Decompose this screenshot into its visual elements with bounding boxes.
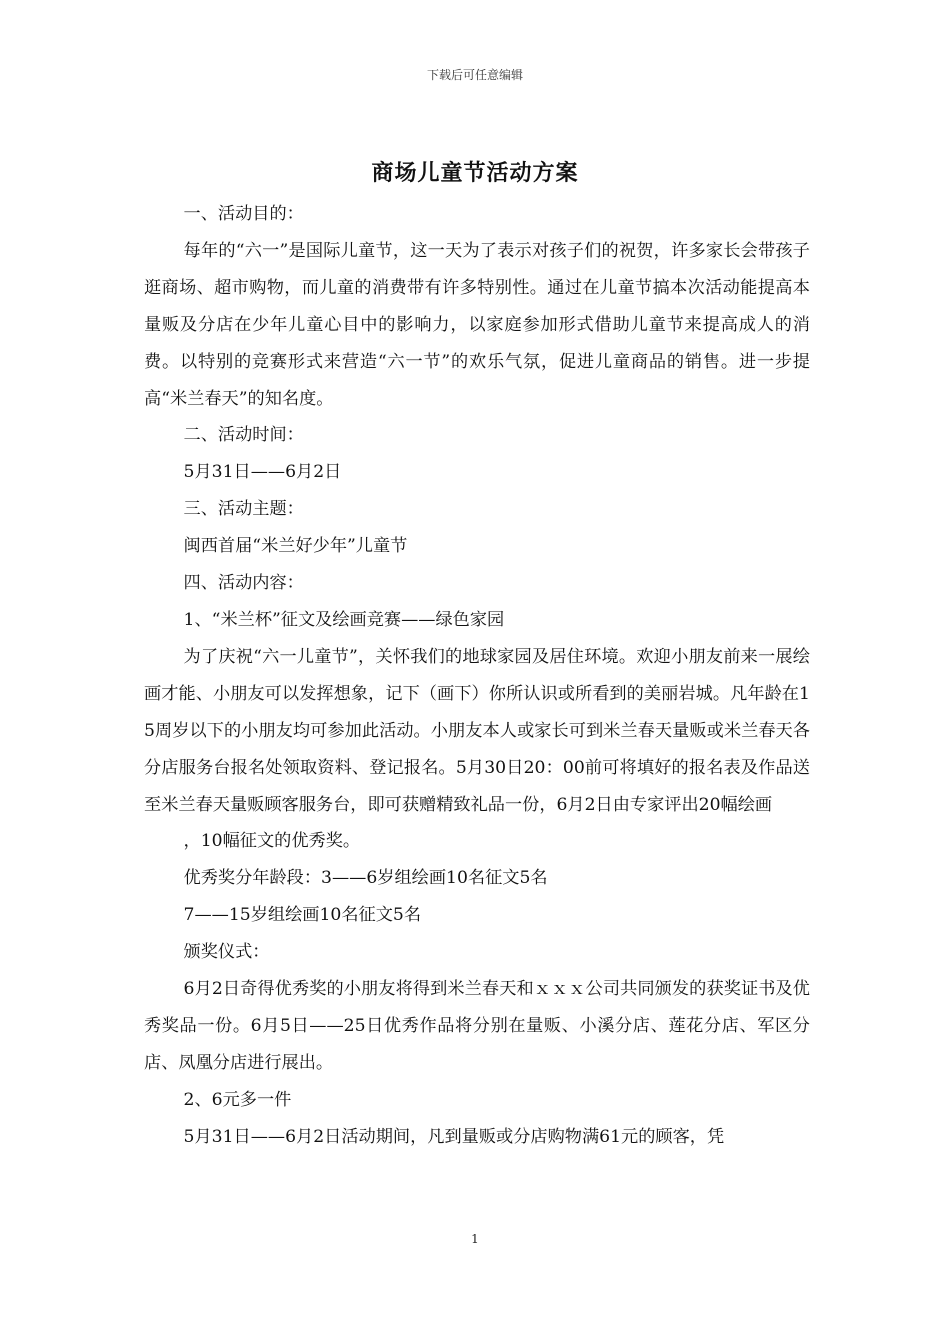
- paragraph-ceremony-text: 6月2日奇得优秀奖的小朋友将得到米兰春天和ｘｘｘ公司共同颁发的获奖证书及优秀奖品一份。6月5日——25日优秀作品将分别在量贩、小溪分店、莲花分店、军区分店、凤凰分店进行展出。: [144, 979, 810, 1073]
- paragraph-section-time: 二、活动时间：: [183, 425, 304, 446]
- paragraph-ceremony-heading: 颁奖仪式：: [183, 942, 270, 963]
- document-title: 商场儿童节活动方案: [371, 160, 579, 186]
- paragraph-item-2-heading: 2、6元多一件: [183, 1089, 292, 1110]
- paragraph-item-1-continued: ，10幅征文的优秀奖。: [183, 831, 361, 852]
- page-number: 1: [471, 1232, 479, 1246]
- paragraph-item-1-text: 为了庆祝“六一儿童节”，关怀我们的地球家园及居住环境。欢迎小朋友前来一展绘画才能、小朋友可以发挥想象，记下（画下）你所认识或所看到的美丽岩城。凡年龄在15周岁以下的小朋友均可参加此活动。小朋友本人或家长可到米兰春天量贩或米兰春天各分店服务台报名处领取资料、登记报名。5月30日20：00前可将填好的报名表及作品送至米兰春天量贩顾客服务台，即可获赠精致礼品一份，6月2日由专家评出20幅绘画: [144, 646, 810, 815]
- paragraph-award-age-groups: 优秀奖分年龄段：3——6岁组绘画10名征文5名: [183, 868, 548, 889]
- paragraph-theme-text: 闽西首届“米兰好少年”儿童节: [183, 536, 408, 557]
- paragraph-section-purpose: 一、活动目的：: [183, 204, 304, 224]
- paragraph-time-text: 5月31日——6月2日: [183, 462, 342, 483]
- paragraph-section-theme: 三、活动主题：: [183, 499, 304, 520]
- paragraph-award-age-groups-2: 7——15岁组绘画10名征文5名: [183, 905, 422, 926]
- paragraph-item-1-heading: 1、“米兰杯”征文及绘画竞赛——绿色家园: [183, 609, 505, 630]
- header-note: 下载后可任意编辑: [426, 68, 523, 82]
- paragraph-purpose-text: 每年的“六一”是国际儿童节，这一天为了表示对孩子们的祝贺，许多家长会带孩子逛商场、超市购物，而儿童的消费带有许多特别性。通过在儿童节搞本次活动能提高本量贩及分店在少年儿童心目中的影响力，以家庭参加形式借助儿童节来提高成人的消费。以特别的竞赛形式来营造“六一节”的欢乐气氛，促进儿童商品的销售。进一步提高“米兰春天”的知名度。: [144, 240, 810, 409]
- paragraph-item-2-text: 5月31日——6月2日活动期间，凡到量贩或分店购物满61元的顾客，凭: [183, 1126, 725, 1147]
- document-body: [144, 196, 810, 1156]
- paragraph-section-content: 四、活动内容：: [183, 573, 304, 594]
